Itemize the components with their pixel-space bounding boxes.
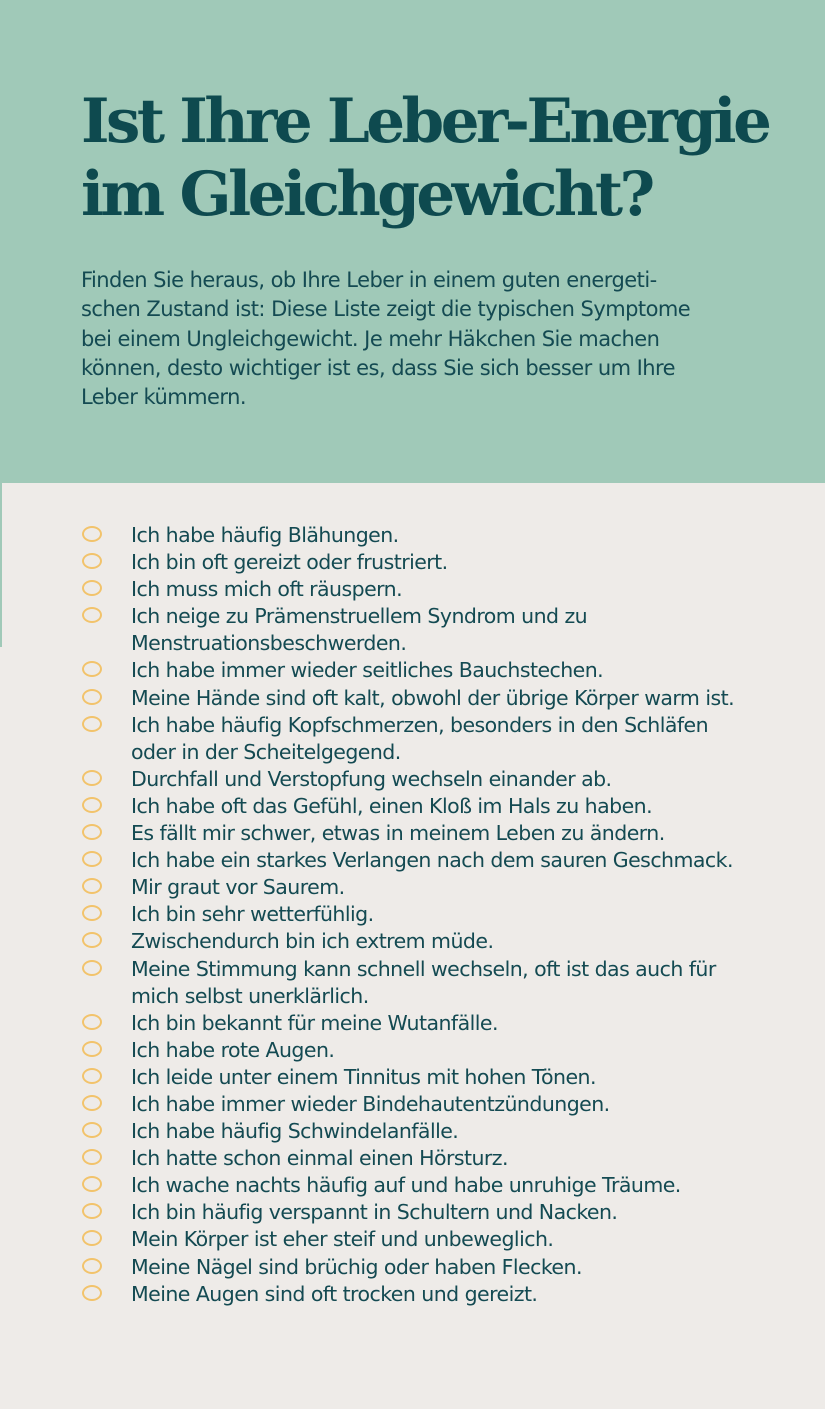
checkbox-circle-icon[interactable]: [82, 553, 102, 569]
checklist-item: [0, 1145, 734, 1172]
checklist-item-text: Ich habe immer wieder Bindehautentzündungen.: [131, 1091, 610, 1116]
checkbox-circle-icon[interactable]: [82, 1122, 102, 1138]
symptom-checklist: [0, 522, 734, 1308]
checklist-item-text: Ich habe oft das Gefühl, einen Kloß im Hals zu haben.: [131, 793, 653, 818]
checkbox-circle-icon[interactable]: [82, 716, 102, 732]
checkbox-circle-icon[interactable]: [82, 689, 102, 705]
checklist-item-text: Es fällt mir schwer, etwas in meinem Leben zu ändern.: [131, 821, 665, 846]
checklist-item-text: Meine Augen sind oft trocken und gereizt.: [131, 1281, 538, 1306]
checklist-item-text: Ich muss mich oft räuspern.: [131, 577, 403, 602]
checkbox-circle-icon[interactable]: [82, 1203, 102, 1219]
checkbox-circle-icon[interactable]: [82, 1176, 102, 1192]
checklist-item-text: Ich hatte schon einmal einen Hörsturz.: [131, 1146, 508, 1171]
intro-line: Finden Sie heraus, ob Ihre Leber in einem guten energeti-: [81, 268, 657, 292]
checkbox-circle-icon[interactable]: [82, 824, 102, 840]
checklist-item-text: Ich habe immer wieder seitliches Bauchstechen.: [131, 658, 604, 683]
page-title-line-1: Ist Ihre Leber-Energie: [81, 86, 769, 157]
checklist-item: [0, 576, 734, 603]
checklist-item: [0, 956, 734, 1010]
checklist-item-text: Ich habe häufig Kopfschmerzen, besonders in den Schläfen: [131, 712, 709, 737]
checkbox-circle-icon[interactable]: [82, 526, 102, 542]
checklist-item: [0, 847, 734, 874]
checklist-item-text: Meine Nägel sind brüchig oder haben Flecken.: [131, 1254, 582, 1279]
checklist-item: [0, 712, 734, 766]
checklist-item-text: Ich habe rote Augen.: [131, 1037, 335, 1062]
checklist-item: [0, 1281, 734, 1308]
checklist-item: [0, 549, 734, 576]
checklist-item-text: oder in der Scheitelgegend.: [131, 739, 401, 764]
page-title: [81, 85, 801, 231]
checklist-item: [0, 1199, 734, 1226]
checkbox-circle-icon[interactable]: [82, 932, 102, 948]
checkbox-circle-icon[interactable]: [82, 1095, 102, 1111]
checklist-item: [0, 820, 734, 847]
checklist-item-text: Ich bin bekannt für meine Wutanfälle.: [131, 1010, 498, 1035]
checkbox-circle-icon[interactable]: [82, 1258, 102, 1274]
checkbox-circle-icon[interactable]: [82, 1068, 102, 1084]
checklist-item: [0, 766, 734, 793]
checklist-item-text: Ich habe ein starkes Verlangen nach dem sauren Geschmack.: [131, 848, 733, 873]
checklist-item: [0, 901, 734, 928]
checkbox-circle-icon[interactable]: [82, 770, 102, 786]
checkbox-circle-icon[interactable]: [82, 607, 102, 623]
checklist-item: [0, 1254, 734, 1281]
intro-text: [81, 266, 761, 412]
checkbox-circle-icon[interactable]: [82, 1285, 102, 1301]
checkbox-circle-icon[interactable]: [82, 580, 102, 596]
intro-line: bei einem Ungleichgewicht. Je mehr Häkchen Sie machen: [81, 326, 660, 351]
checklist-item-text: Meine Hände sind oft kalt, obwohl der übrige Körper warm ist.: [131, 685, 735, 710]
checklist-item-text: Mein Körper ist eher steif und unbeweglich.: [131, 1227, 554, 1252]
checklist-item: [0, 1037, 734, 1064]
checkbox-circle-icon[interactable]: [82, 1230, 102, 1246]
checkbox-circle-icon[interactable]: [82, 1041, 102, 1057]
checklist-item-text: Ich wache nachts häufig auf und habe unruhige Träume.: [131, 1173, 681, 1198]
checkbox-circle-icon[interactable]: [82, 851, 102, 867]
checklist-item: [0, 657, 734, 684]
checklist-item: [0, 522, 734, 549]
checklist-item-text: Ich bin oft gereizt oder frustriert.: [131, 550, 448, 575]
checklist-item-text: Zwischendurch bin ich extrem müde.: [131, 929, 494, 954]
intro-line: können, desto wichtiger ist es, dass Sie sich besser um Ihre: [81, 355, 676, 380]
checklist-item-text: Ich bin häufig verspannt in Schultern und Nacken.: [131, 1200, 618, 1225]
checklist-item-text: Ich neige zu Prämenstruellem Syndrom und zu: [131, 604, 588, 629]
checklist-item-text: Ich bin sehr wetterfühlig.: [131, 902, 374, 927]
checklist-item: [0, 874, 734, 901]
checklist-item-text: Ich habe häufig Schwindelanfälle.: [131, 1119, 459, 1144]
checklist-item-text: Ich leide unter einem Tinnitus mit hohen Tönen.: [131, 1064, 596, 1089]
checklist-item-text: Meine Stimmung kann schnell wechseln, oft ist das auch für: [131, 956, 716, 981]
checklist-item: [0, 1118, 734, 1145]
checkbox-circle-icon[interactable]: [82, 661, 102, 677]
checkbox-circle-icon[interactable]: [82, 878, 102, 894]
checkbox-circle-icon[interactable]: [82, 905, 102, 921]
checklist-item: [0, 1064, 734, 1091]
checklist-item: [0, 1172, 734, 1199]
checklist-item-text: mich selbst unerklärlich.: [131, 983, 369, 1008]
checklist-item-text: Menstruationsbeschwerden.: [131, 631, 407, 656]
intro-line: Leber kümmern.: [81, 385, 247, 410]
checkbox-circle-icon[interactable]: [82, 1014, 102, 1030]
page-title-line-2: im Gleichgewicht?: [81, 159, 652, 230]
checklist-item: [0, 603, 734, 657]
checklist-item: [0, 1010, 734, 1037]
checklist-item: [0, 928, 734, 955]
checklist-item: [0, 1091, 734, 1118]
checklist-item-text: Ich habe häufig Blähungen.: [131, 523, 399, 547]
checklist-item-text: Durchfall und Verstopfung wechseln einander ab.: [131, 766, 612, 791]
checklist-item: [0, 1226, 734, 1253]
checklist-item: [0, 685, 734, 712]
checklist-item-text: Mir graut vor Saurem.: [131, 875, 345, 900]
checkbox-circle-icon[interactable]: [82, 960, 102, 976]
checkbox-circle-icon[interactable]: [82, 797, 102, 813]
checkbox-circle-icon[interactable]: [82, 1149, 102, 1165]
intro-line: schen Zustand ist: Diese Liste zeigt die typischen Symptome: [81, 297, 691, 322]
checklist-item: [0, 793, 734, 820]
